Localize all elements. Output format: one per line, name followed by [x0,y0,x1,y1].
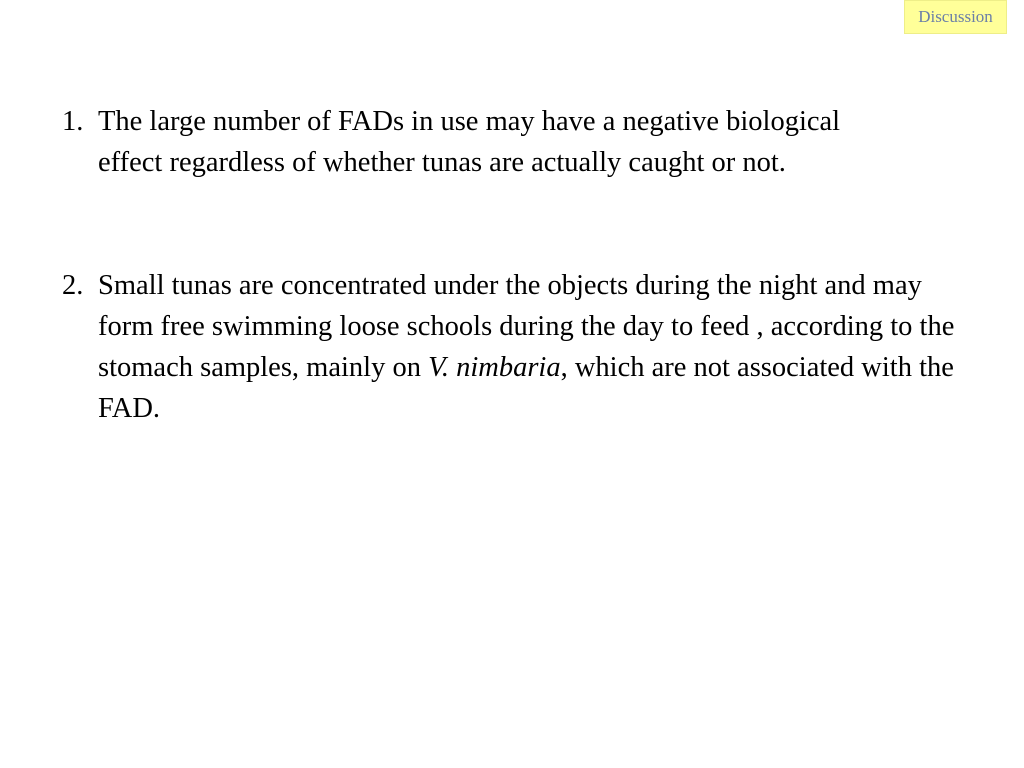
discussion-point-2 [62,265,992,429]
point-text: The large number of FADs in use may have a negative biological effect regardless of whether tunas are actually caught or not. [98,106,841,178]
slide-content [62,101,992,429]
species-name: V. nimbaria [428,352,561,383]
point-text-before: Small tunas are concentrated under the objects during the night and may form free swimming loose schools during the day to feed , according to the stomach samples, mainly on [98,270,955,383]
point-text-after: , which are not associated with the FAD. [98,352,954,424]
discussion-point-1 [62,101,992,183]
point-number: 2. [62,270,84,301]
section-label: Discussion [904,0,1007,34]
point-text [98,265,978,429]
point-number: 1. [62,106,84,137]
